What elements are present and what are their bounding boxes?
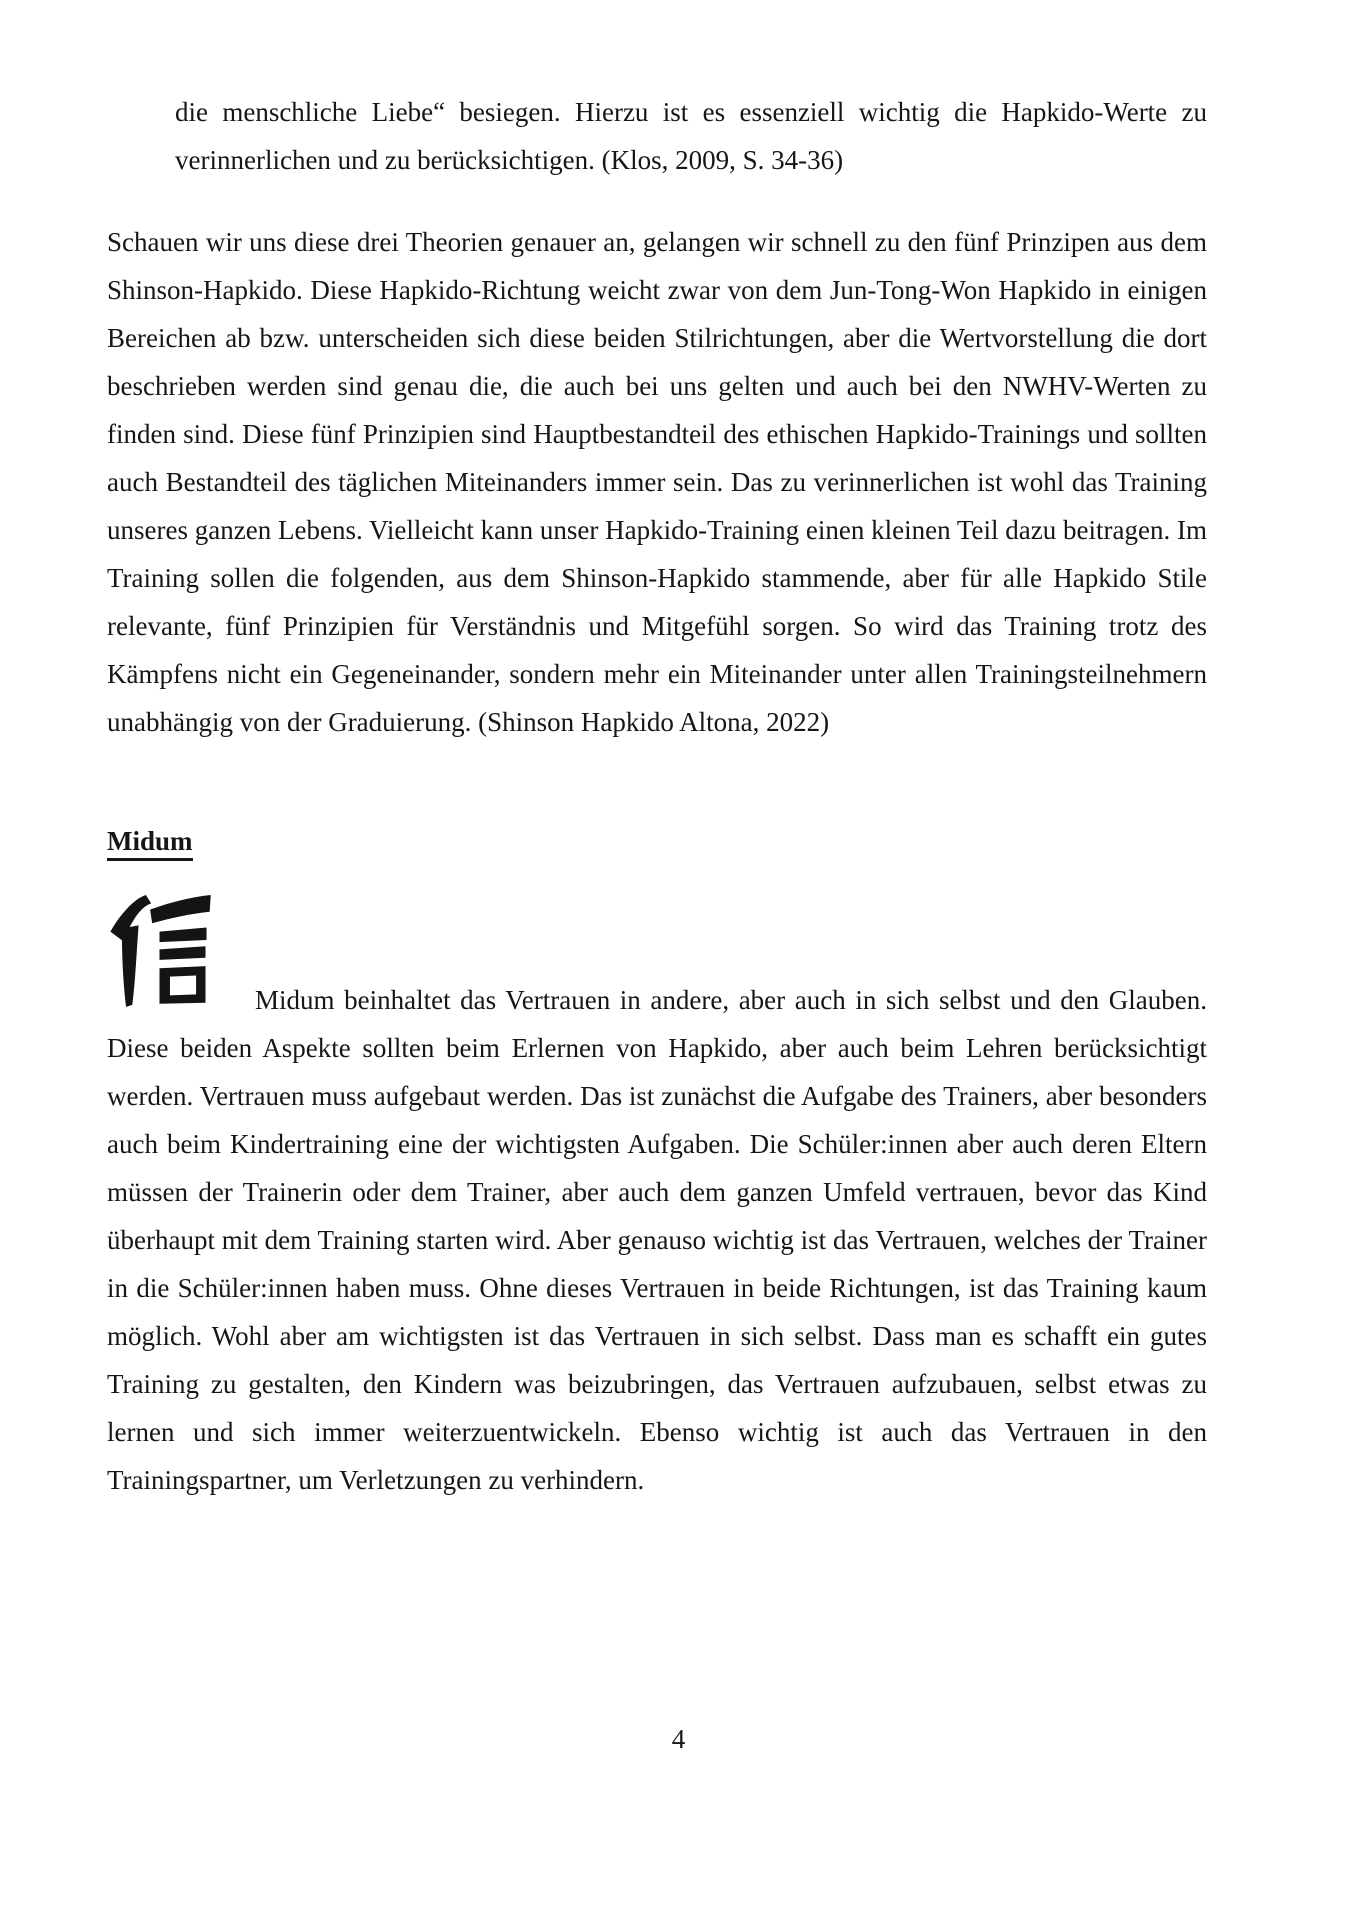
- section-heading-text: Midum: [107, 826, 193, 861]
- midum-paragraph-block: [107, 976, 1207, 1504]
- page-number: 4: [671, 1724, 686, 1754]
- section-heading-midum: [107, 824, 1207, 858]
- trust-calligraphy-icon: [107, 894, 212, 1009]
- midum-paragraph-text: Midum beinhaltet das Vertrauen in andere, aber auch in sich selbst und den Glauben. Diese beiden Aspekte sollten beim Erlernen von Hapkido, aber auch beim Lehren berücksichtigt werden. Vertrauen muss aufgebaut werden. Das ist zunächst die Aufgabe des Trainers, aber besonders auch beim Kindertraining eine der wichtigsten Aufgaben. Die Schüler:innen aber auch deren Eltern müssen der Trainerin oder dem Trainer, aber auch dem ganzen Umfeld vertrauen, bevor das Kind überhaupt mit dem Training starten wird. Aber genauso wichtig ist das Vertrauen, welches der Trainer in die Schüler:innen haben muss. Ohne dieses Vertrauen in beide Richtungen, ist das Training kaum möglich. Wohl aber am wichtigsten ist das Vertrauen in sich selbst. Dass man es schafft ein gutes Training zu gestalten, den Kindern was beizubringen, das Vertrauen aufzubauen, selbst etwas zu lernen und sich immer weiterzuentwickeln. Ebenso wichtig ist auch das Vertrauen in den Trainingspartner, um Verletzungen zu verhindern.: [107, 985, 1207, 1495]
- block-quote: die menschliche Liebe“ besiegen. Hierzu ist es essenziell wichtig die Hapkido-Werte zu verinnerlichen und zu berücksichtigen. (Klos, 2009, S. 34-36): [175, 97, 1207, 175]
- paragraph-shinson-theories: Schauen wir uns diese drei Theorien genauer an, gelangen wir schnell zu den fünf Prinzipen aus dem Shinson-Hapkido. Diese Hapkido-Richtung weicht zwar von dem Jun-Tong-Won Hapkido in einigen Bereichen ab bzw. unterscheiden sich diese beiden Stilrichtungen, aber die Wertvorstellung die dort beschrieben werden sind genau die, die auch bei uns gelten und auch bei den NWHV-Werten zu finden sind. Diese fünf Prinzipien sind Hauptbestandteil des ethischen Hapkido-Trainings und sollten auch Bestandteil des täglichen Miteinanders immer sein. Das zu verinnerlichen ist wohl das Training unseres ganzen Lebens. Vielleicht kann unser Hapkido-Training einen kleinen Teil dazu beitragen. Im Training sollen die folgenden, aus dem Shinson-Hapkido stammende, aber für alle Hapkido Stile relevante, fünf Prinzipien für Verständnis und Mitgefühl sorgen. So wird das Training trotz des Kämpfens nicht ein Gegeneinander, sondern mehr ein Miteinander unter allen Trainingsteilnehmern unabhängig von der Graduierung. (Shinson Hapkido Altona, 2022): [107, 227, 1207, 737]
